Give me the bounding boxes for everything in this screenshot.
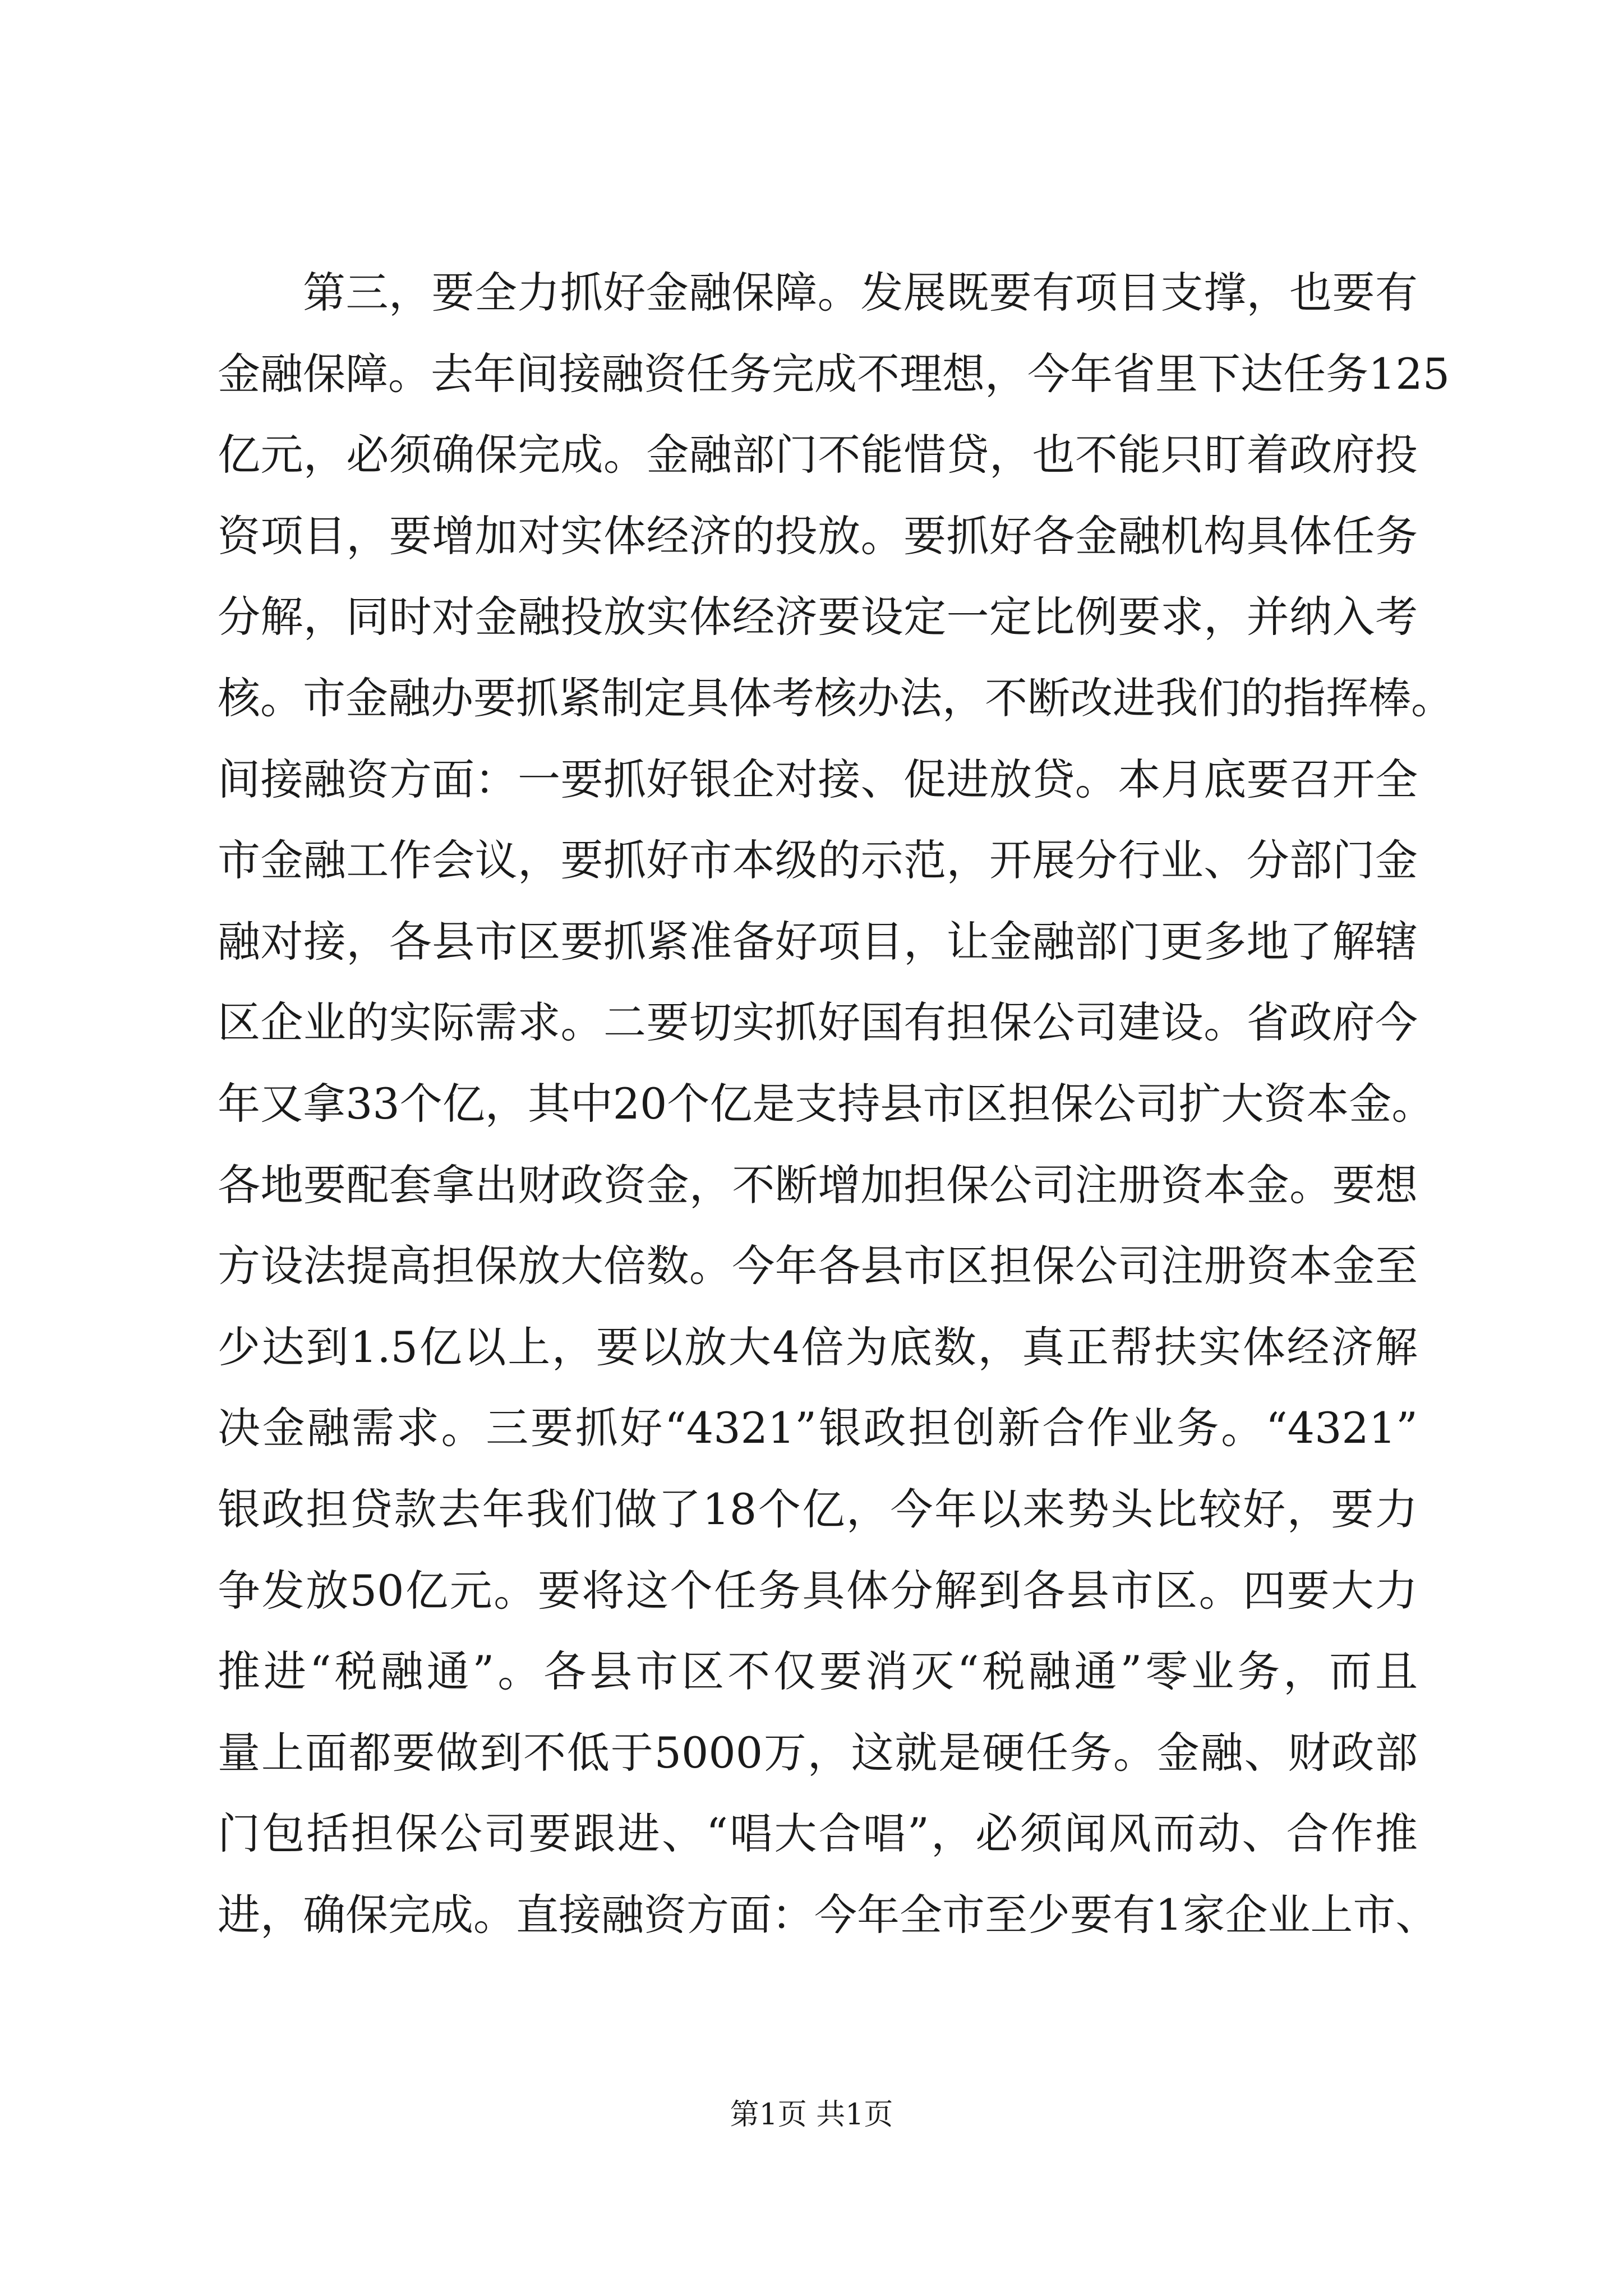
paragraph-line: 亿元，必须确保完成。金融部门不能惜贷，也不能只盯着政府投 [218, 430, 1418, 480]
paragraph-line: 少达到1.5亿以上，要以放大4倍为底数，真正帮扶实体经济解 [218, 1322, 1418, 1372]
paragraph-line: 决金融需求。三要抓好“4321”银政担创新合作业务。“4321” [218, 1403, 1418, 1453]
paragraph-line: 进，确保完成。直接融资方面：今年全市至少要有1家企业上市、 [218, 1889, 1438, 1940]
page-footer [0, 2097, 1623, 2133]
paragraph-line: 年又拿33个亿，其中20个亿是支持县市区担保公司扩大资本金。 [218, 1078, 1435, 1129]
paragraph-line: 资项目，要增加对实体经济的投放。要抓好各金融机构具体任务 [218, 510, 1418, 561]
paragraph-line: 核。市金融办要抓紧制定具体考核办法，不断改进我们的指挥棒。 [218, 673, 1454, 723]
paragraph-line: 市金融工作会议，要抓好市本级的示范，开展分行业、分部门金 [218, 835, 1418, 886]
paragraph-line: 区企业的实际需求。二要切实抓好国有担保公司建设。省政府今 [218, 997, 1418, 1048]
paragraph-line: 门包括担保公司要跟进、“唱大合唱”，必须闻风而动、合作推 [218, 1809, 1418, 1859]
page-number-label: 第1页 共1页 [730, 2098, 893, 2132]
paragraph-line: 金融保障。去年间接融资任务完成不理想，今年省里下达任务125 [218, 348, 1450, 399]
paragraph-line: 方设法提高担保放大倍数。今年各县市区担保公司注册资本金至 [218, 1241, 1418, 1291]
paragraph-line: 推进“税融通”。各县市区不仅要消灭“税融通”零业务，而且 [218, 1646, 1418, 1697]
paragraph-line: 分解，同时对金融投放实体经济要设定一定比例要求，并纳入考 [218, 592, 1418, 642]
paragraph-line: 银政担贷款去年我们做了18个亿，今年以来势头比较好，要力 [218, 1484, 1418, 1534]
paragraph-line: 间接融资方面：一要抓好银企对接、促进放贷。本月底要召开全 [218, 754, 1418, 804]
paragraph-line: 第三，要全力抓好金融保障。发展既要有项目支撑，也要有 [303, 268, 1418, 318]
paragraph-line: 各地要配套拿出财政资金，不断增加担保公司注册资本金。要想 [218, 1159, 1418, 1210]
paragraph-line: 融对接，各县市区要抓紧准备好项目，让金融部门更多地了解辖 [218, 916, 1418, 967]
body-paragraph [218, 252, 1454, 1955]
paragraph-line: 量上面都要做到不低于5000万，这就是硬任务。金融、财政部 [218, 1727, 1418, 1778]
paragraph-line: 争发放50亿元。要将这个任务具体分解到各县市区。四要大力 [218, 1565, 1418, 1616]
